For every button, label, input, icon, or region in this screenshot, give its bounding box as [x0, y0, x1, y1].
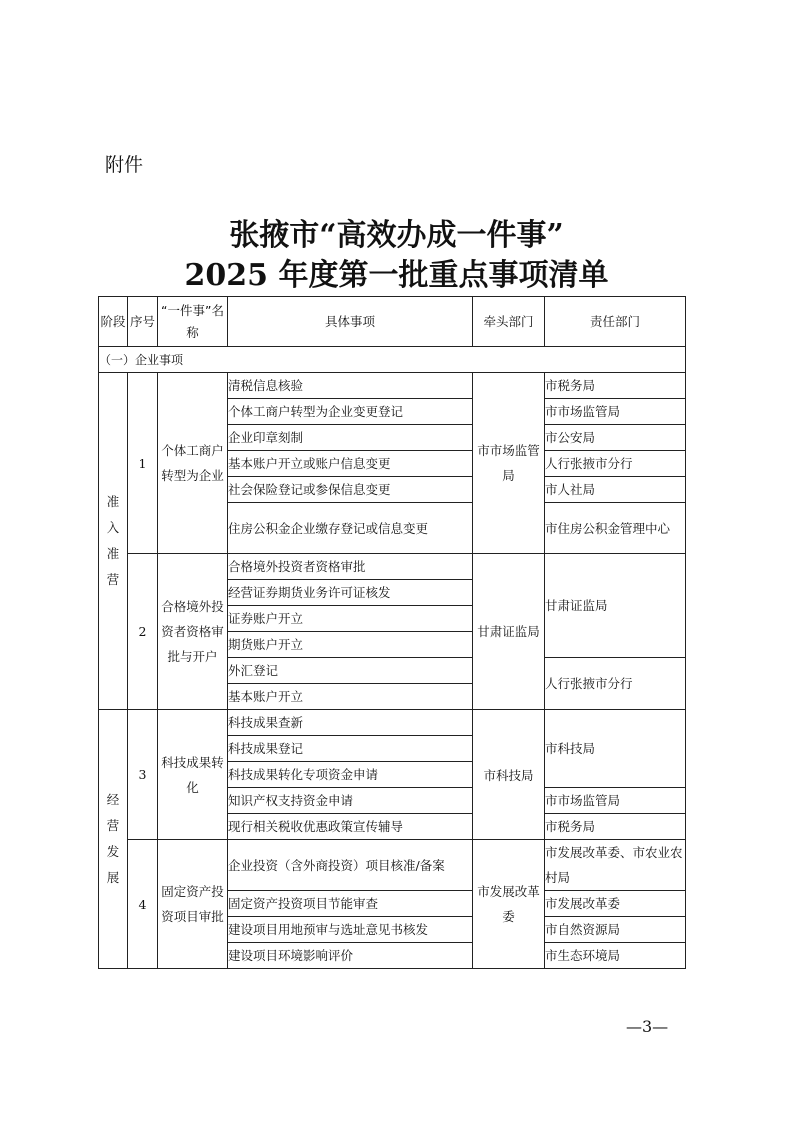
- matters-table: [98, 296, 686, 969]
- item-cell: 基本账户开立或账户信息变更: [228, 451, 473, 477]
- header-stage: 阶段: [99, 297, 128, 347]
- resp-dept: 市市场监管局: [545, 399, 686, 425]
- item-cell: 科技成果查新: [228, 710, 473, 736]
- seq-cell: 4: [128, 840, 158, 969]
- matter-name: 合格境外投资者资格审批与开户: [158, 554, 228, 710]
- resp-dept: 市发展改革委、市农业农村局: [545, 840, 686, 891]
- item-cell: 知识产权支持资金申请: [228, 788, 473, 814]
- resp-dept: 人行张掖市分行: [545, 451, 686, 477]
- resp-dept: 市发展改革委: [545, 891, 686, 917]
- resp-dept: 市生态环境局: [545, 943, 686, 969]
- resp-dept: 市市场监管局: [545, 788, 686, 814]
- item-cell: 基本账户开立: [228, 684, 473, 710]
- header-name: “一件事”名称: [158, 297, 228, 347]
- item-cell: 合格境外投资者资格审批: [228, 554, 473, 580]
- item-cell: 固定资产投资项目节能审查: [228, 891, 473, 917]
- lead-dept: 市科技局: [473, 710, 545, 840]
- header-seq: 序号: [128, 297, 158, 347]
- section-label: （一）企业事项: [99, 347, 686, 373]
- matter-name: 固定资产投资项目审批: [158, 840, 228, 969]
- item-cell: 科技成果转化专项资金申请: [228, 762, 473, 788]
- matter-name: 科技成果转化: [158, 710, 228, 840]
- seq-cell: 2: [128, 554, 158, 710]
- item-cell: 证券账户开立: [228, 606, 473, 632]
- item-cell: 期货账户开立: [228, 632, 473, 658]
- document-title-line2: 2025 年度第一批重点事项清单: [184, 258, 609, 293]
- item-cell: 建设项目用地预审与选址意见书核发: [228, 917, 473, 943]
- attachment-label: 附件: [105, 154, 144, 176]
- resp-dept: 市人社局: [545, 477, 686, 503]
- seq-cell: 3: [128, 710, 158, 840]
- resp-dept: 市公安局: [545, 425, 686, 451]
- stage-label: 经 营 发 展: [99, 710, 128, 969]
- resp-dept: 市住房公积金管理中心: [545, 503, 686, 554]
- item-cell: 住房公积金企业缴存登记或信息变更: [228, 503, 473, 554]
- resp-dept: 市税务局: [545, 814, 686, 840]
- item-cell: 企业印章刻制: [228, 425, 473, 451]
- item-cell: 现行相关税收优惠政策宣传辅导: [228, 814, 473, 840]
- lead-dept: 市发展改革委: [473, 840, 545, 969]
- item-cell: 个体工商户转型为企业变更登记: [228, 399, 473, 425]
- resp-dept: 市科技局: [545, 710, 686, 788]
- lead-dept: 市市场监管局: [473, 373, 545, 554]
- document-title-line1: 张掖市“高效办成一件事”: [229, 218, 564, 253]
- lead-dept: 甘肃证监局: [473, 554, 545, 710]
- item-cell: 社会保险登记或参保信息变更: [228, 477, 473, 503]
- header-lead: 牵头部门: [473, 297, 545, 347]
- resp-dept: 人行张掖市分行: [545, 658, 686, 710]
- resp-dept: 甘肃证监局: [545, 554, 686, 658]
- page-number: —3—: [626, 1017, 669, 1036]
- stage-label: 准 入 准 营: [99, 373, 128, 710]
- item-cell: 外汇登记: [228, 658, 473, 684]
- item-cell: 清税信息核验: [228, 373, 473, 399]
- header-resp: 责任部门: [545, 297, 686, 347]
- seq-cell: 1: [128, 373, 158, 554]
- item-cell: 企业投资（含外商投资）项目核准/备案: [228, 840, 473, 891]
- resp-dept: 市税务局: [545, 373, 686, 399]
- resp-dept: 市自然资源局: [545, 917, 686, 943]
- item-cell: 建设项目环境影响评价: [228, 943, 473, 969]
- item-cell: 科技成果登记: [228, 736, 473, 762]
- header-item: 具体事项: [228, 297, 473, 347]
- item-cell: 经营证券期货业务许可证核发: [228, 580, 473, 606]
- matter-name: 个体工商户转型为企业: [158, 373, 228, 554]
